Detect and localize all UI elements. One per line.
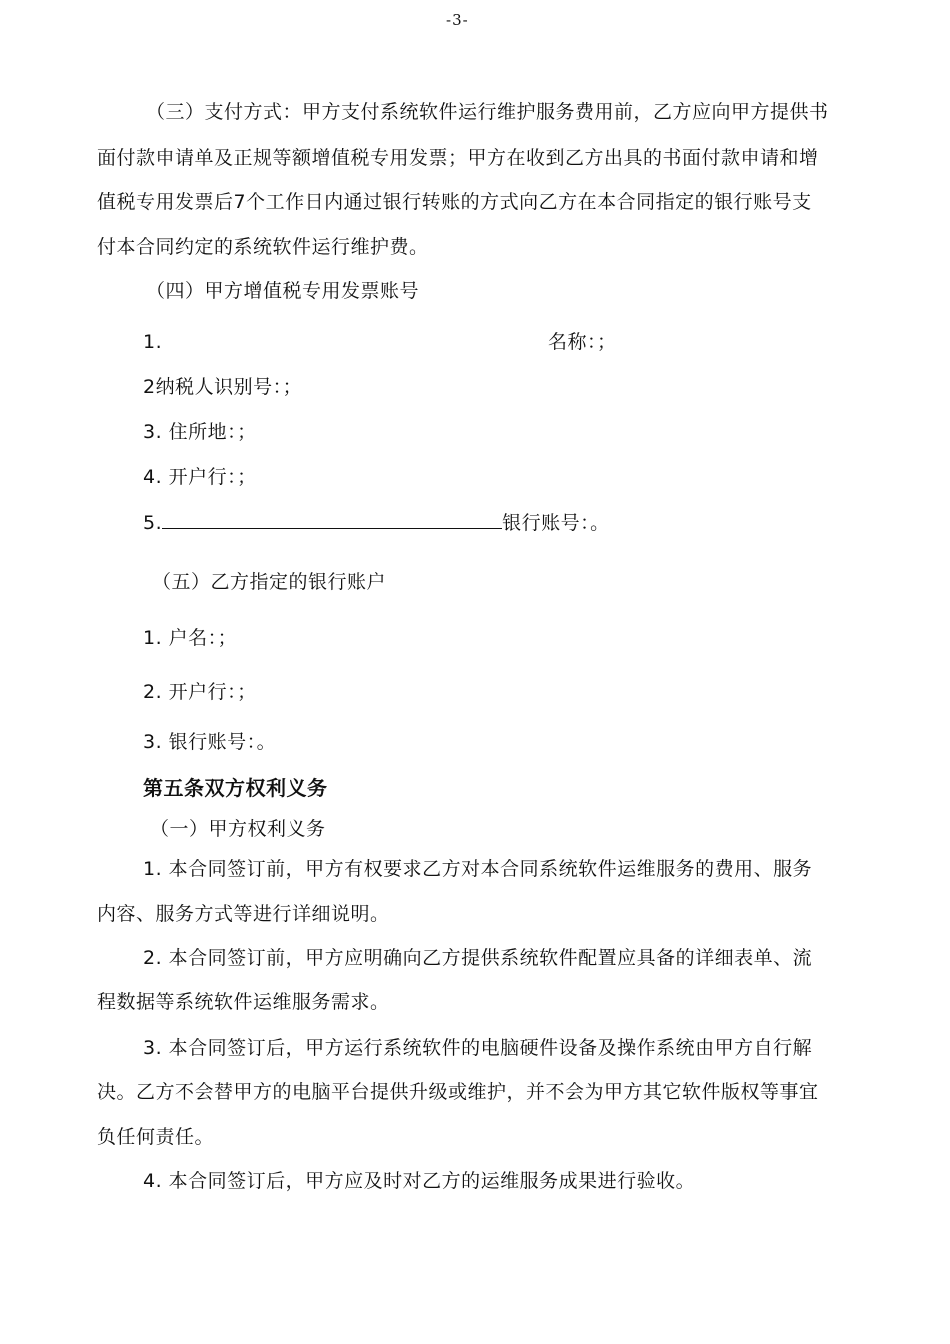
article5-p3-line-3: 负任何责任。 <box>97 1126 215 1148</box>
page-number: -3- <box>446 11 469 29</box>
section3-line-2: 面付款申请单及正规等额增值税专用发票；甲方在收到乙方出具的书面付款申请和增 <box>97 147 819 169</box>
section4-item2: 2纳税人识别号：； <box>143 376 303 398</box>
article5-p1-line-2: 内容、服务方式等进行详细说明。 <box>97 903 390 925</box>
blank-underline <box>162 510 502 529</box>
article5-p2-line-1: 2. 本合同签订前，甲方应明确向乙方提供系统软件配置应具备的详细表单、流 <box>143 947 813 969</box>
section3-line-1: （三）支付方式：甲方支付系统软件运行维护服务费用前，乙方应向甲方提供书 <box>146 101 829 123</box>
section4-item5-label: 银行账号：。 <box>502 512 610 534</box>
section4-title: （四）甲方增值税专用发票账号 <box>146 280 420 302</box>
article5-heading: 第五条双方权利义务 <box>143 776 328 800</box>
article5-p2-line-2: 程数据等系统软件运维服务需求。 <box>97 991 390 1013</box>
article5-p3-line-2: 决。乙方不会替甲方的电脑平台提供升级或维护，并不会为甲方其它软件版权等事宜 <box>97 1081 819 1103</box>
article5-sub1-title: （一）甲方权利义务 <box>150 818 326 840</box>
section5-item2: 2. 开户行：； <box>143 681 257 703</box>
section5-item3: 3. 银行账号：。 <box>143 731 277 753</box>
section4-item3: 3. 住所地：； <box>143 421 257 443</box>
section4-item1-number: 1. <box>143 331 163 353</box>
article5-p3-line-1: 3. 本合同签订后，甲方运行系统软件的电脑硬件设备及操作系统由甲方自行解 <box>143 1037 813 1059</box>
section4-item1-label: 名称：； <box>548 331 617 353</box>
section4-item5 <box>143 510 610 535</box>
section5-title: （五）乙方指定的银行账户 <box>152 571 387 593</box>
section3-line-4: 付本合同约定的系统软件运行维护费。 <box>97 236 429 258</box>
article5-p4-line-1: 4. 本合同签订后，甲方应及时对乙方的运维服务成果进行验收。 <box>143 1170 696 1192</box>
section4-item5-number: 5. <box>143 512 163 534</box>
section3-line-3: 值税专用发票后7个工作日内通过银行转账的方式向乙方在本合同指定的银行账号支 <box>97 191 812 213</box>
article5-p1-line-1: 1. 本合同签订前，甲方有权要求乙方对本合同系统软件运维服务的费用、服务 <box>143 858 813 880</box>
section5-item1: 1. 户名：； <box>143 627 238 649</box>
section4-item4: 4. 开户行：； <box>143 466 257 488</box>
